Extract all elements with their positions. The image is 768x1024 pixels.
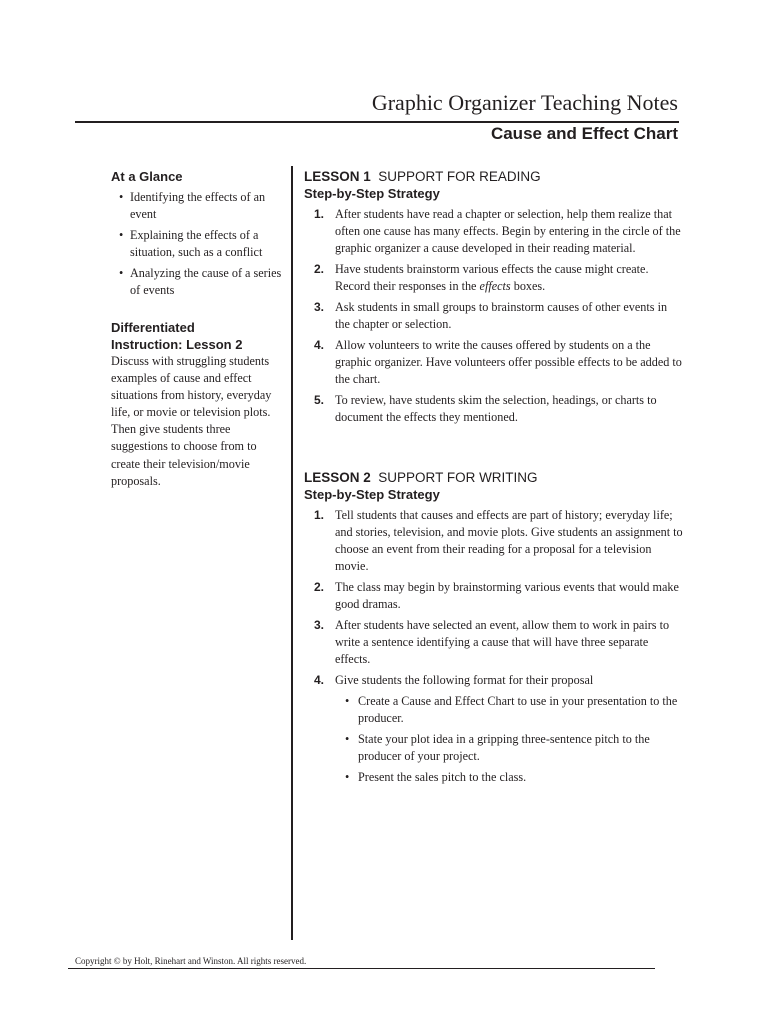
- lesson1-strategy: Step-by-Step Strategy: [304, 186, 440, 201]
- step-number: 1.: [314, 207, 325, 221]
- differentiated-heading: [111, 319, 287, 353]
- step-text: Have students brainstorm various effects the cause might create. Record their responses in the: [335, 262, 649, 293]
- lesson2-steps: [304, 507, 684, 786]
- copyright-text: Copyright © by Holt, Rinehart and Winston. All rights reserved.: [75, 956, 307, 966]
- lesson1-steps: [304, 206, 684, 426]
- differentiated-body: Discuss with struggling students examples of cause and effect situations from history, everyday life, or movie or television plots. Then give students three suggestions to choose from to create their television/movie proposals.: [111, 354, 272, 488]
- lesson1-title: SUPPORT FOR READING: [378, 169, 541, 184]
- step-number: 2.: [314, 262, 325, 276]
- page-title: Graphic Organizer Teaching Notes: [371, 90, 678, 115]
- lesson1-heading: [304, 168, 684, 185]
- step-number: 3.: [314, 300, 325, 314]
- step-text: Give students the following format for their proposal: [335, 673, 594, 687]
- list-item: • Create a Cause and Effect Chart to use in your presentation to the producer.: [335, 693, 684, 727]
- lesson2-title: SUPPORT FOR WRITING: [378, 470, 538, 485]
- list-item: • Identifying the effects of an event: [111, 189, 287, 223]
- step-text: After students have read a chapter or selection, help them realize that often one cause has many effects. Begin by entering in the circle of the graphic organizer a cause developed in their reading material.: [335, 207, 681, 255]
- page-subtitle: Cause and Effect Chart: [490, 124, 678, 143]
- lesson1-label: LESSON 1: [304, 169, 371, 184]
- step-text-end: boxes.: [510, 279, 546, 293]
- lesson2-strategy: Step-by-Step Strategy: [304, 487, 440, 502]
- at-a-glance-list: [111, 189, 287, 299]
- step-number: 3.: [314, 618, 325, 632]
- step-text: Allow volunteers to write the causes offered by students on a the graphic organizer. Have volunteers offer possible effects to be added to the chart.: [335, 338, 682, 386]
- step-item: [304, 299, 684, 333]
- step-item: [304, 579, 684, 613]
- list-item: • Present the sales pitch to the class.: [335, 769, 684, 786]
- lesson2-label: LESSON 2: [304, 470, 371, 485]
- proposal-format-list: [335, 693, 684, 786]
- lesson1-section: [304, 168, 684, 430]
- step-emphasis: effects: [479, 279, 511, 293]
- step-number: 4.: [314, 338, 325, 352]
- header-rule: [75, 121, 679, 123]
- step-item: [304, 206, 684, 257]
- step-text: After students have selected an event, allow them to work in pairs to write a sentence identifying a cause that will have three separate effects.: [335, 618, 670, 666]
- step-item: [304, 337, 684, 388]
- column-divider: [291, 166, 293, 940]
- step-item: [304, 617, 684, 668]
- step-number: 2.: [314, 580, 325, 594]
- step-text: To review, have students skim the selection, headings, or charts to document the effects they mentioned.: [335, 393, 657, 424]
- list-item: • State your plot idea in a gripping three-sentence pitch to the producer of your project.: [335, 731, 684, 765]
- lesson2-heading: [304, 469, 684, 486]
- at-a-glance-heading: At a Glance: [111, 169, 183, 184]
- step-text: The class may begin by brainstorming various events that would make good dramas.: [335, 580, 679, 611]
- differentiated-heading-line2: Instruction: Lesson 2: [111, 337, 243, 352]
- lesson2-section: [304, 469, 684, 790]
- step-item: [304, 261, 684, 295]
- step-item: [304, 507, 684, 575]
- step-number: 5.: [314, 393, 325, 407]
- step-text: Tell students that causes and effects are part of history; everyday life; and stories, television, and movie plots. Give students an assignment to choose an event from their reading for a proposal for a television movie.: [335, 508, 683, 573]
- step-number: 4.: [314, 673, 325, 687]
- step-text: Ask students in small groups to brainstorm causes of other events in the chapter or selection.: [335, 300, 668, 331]
- list-item: • Analyzing the cause of a series of events: [111, 265, 287, 299]
- step-item: [304, 392, 684, 426]
- step-item: [304, 672, 684, 786]
- step-number: 1.: [314, 508, 325, 522]
- left-column: [111, 168, 287, 490]
- footer-rule: [68, 968, 655, 969]
- list-item: • Explaining the effects of a situation, such as a conflict: [111, 227, 287, 261]
- differentiated-heading-line1: Differentiated: [111, 320, 195, 335]
